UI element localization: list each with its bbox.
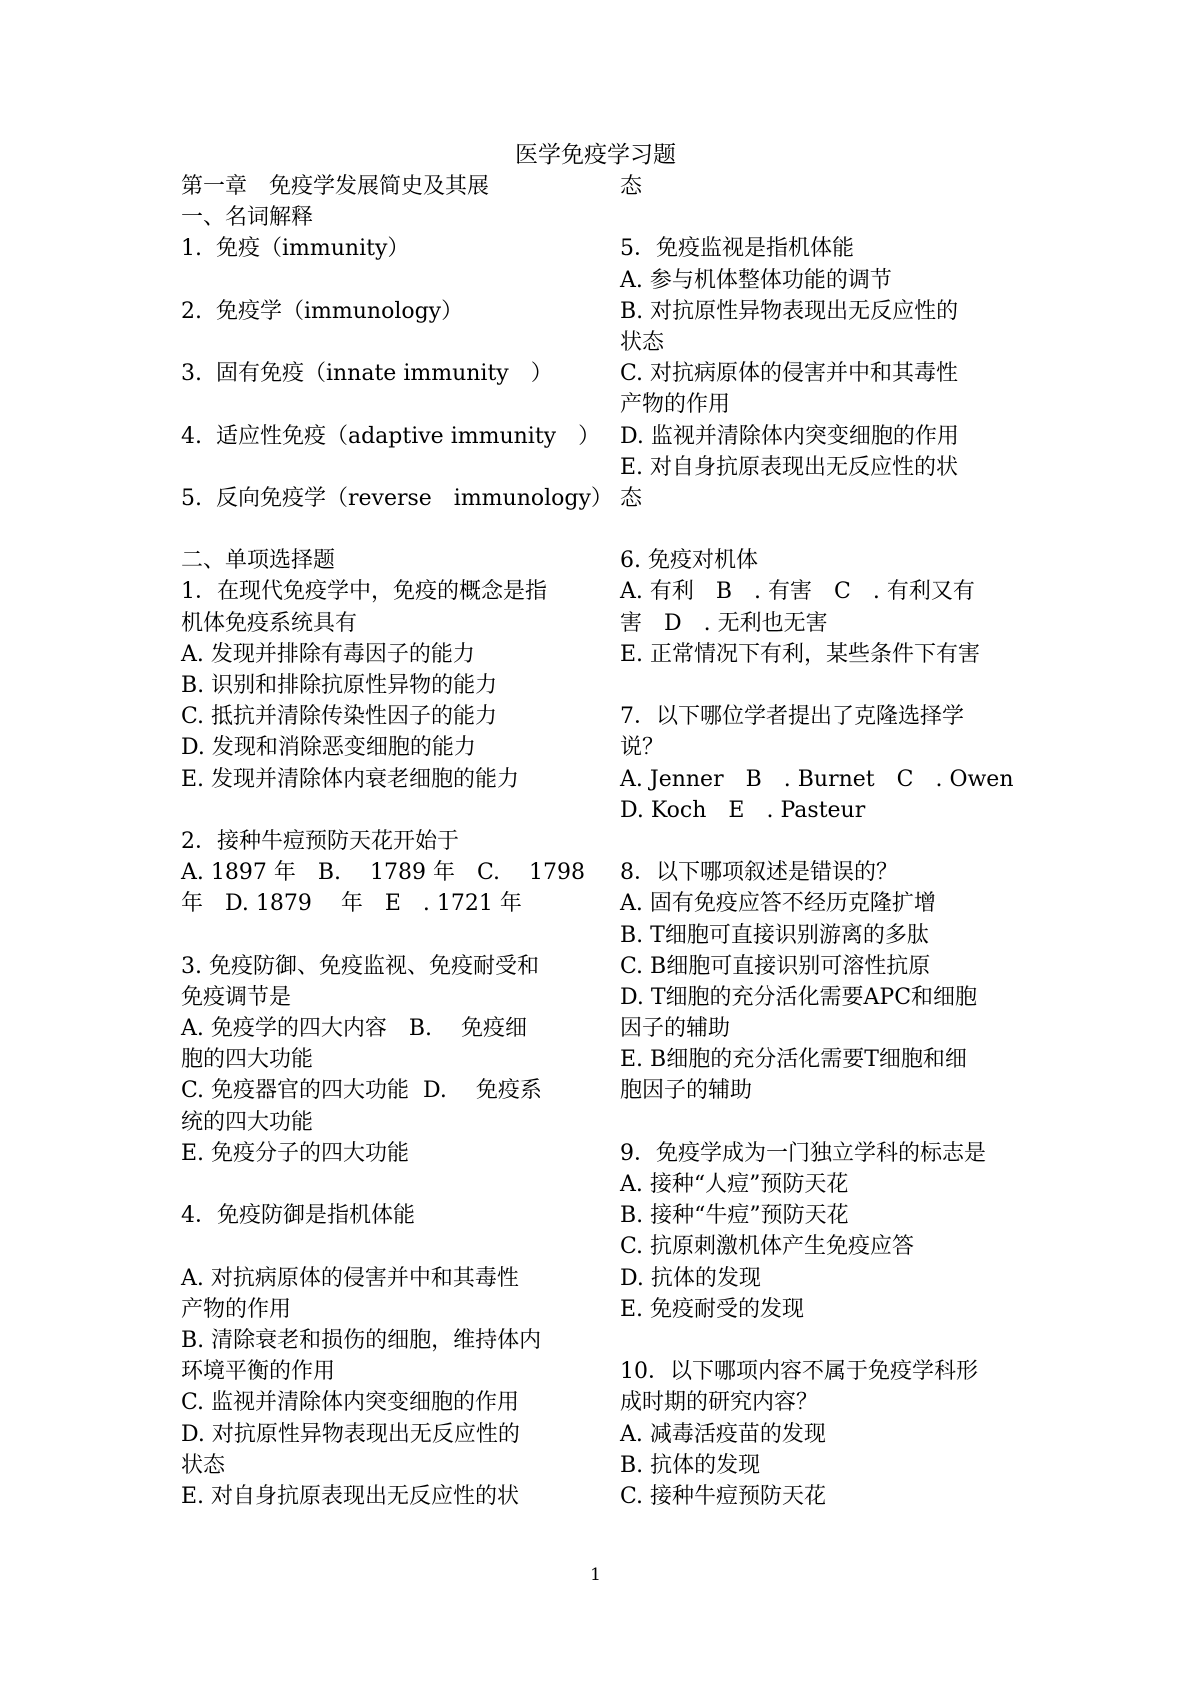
text-line: A. 1897 年 B. 1789 年 C. 1798	[181, 860, 586, 886]
text-line: 产物的作用	[181, 1296, 292, 1322]
right-column	[620, 171, 1025, 1512]
text-line: A. 接种“人痘”预防天花	[620, 1172, 849, 1197]
text-line: 1．在现代免疫学中，免疫的概念是指	[181, 579, 547, 605]
text-line	[620, 670, 1025, 701]
text-line	[620, 514, 1025, 545]
text-line	[181, 1231, 581, 1262]
text-line: 免疫调节是	[181, 984, 292, 1010]
text-line: C. 接种牛痘预防天花	[620, 1483, 827, 1509]
text-line	[181, 452, 581, 483]
text-line: 3. 固有免疫（innate immunity ）	[181, 361, 553, 387]
text-line: B. 接种“牛痘”预防天花	[620, 1203, 849, 1229]
text-line: 说？	[620, 735, 665, 761]
text-line: B. 对抗原性异物表现出无反应性的	[620, 298, 959, 324]
text-line: 10．以下哪项内容不属于免疫学科形	[620, 1359, 978, 1385]
text-line: 7．以下哪位学者提出了克隆选择学	[620, 704, 964, 730]
text-line: A. 参与机体整体功能的调节	[620, 267, 892, 293]
text-line: D. 抗体的发现	[620, 1265, 761, 1291]
text-line: 统的四大功能	[181, 1109, 314, 1135]
text-line: C. 抵抗并清除传染性因子的能力	[181, 704, 498, 730]
text-line: A. Jenner B . Burnet C . Owen	[620, 766, 1014, 792]
text-line: 2. 免疫学（immunology）	[181, 298, 464, 324]
text-line: E. 对自身抗原表现出无反应性的状	[620, 454, 959, 480]
text-line	[181, 389, 581, 420]
text-line: B. 清除衰老和损伤的细胞，维持体内	[181, 1327, 542, 1353]
text-line: A. 免疫学的四大内容 B. 免疫细	[181, 1016, 528, 1042]
text-line: A. 减毒活疫苗的发现	[620, 1421, 826, 1447]
text-line: D. Koch E . Pasteur	[620, 797, 866, 823]
text-line: 第一章 免疫学发展简史及其展	[181, 174, 490, 199]
text-line: B. 识别和排除抗原性异物的能力	[181, 673, 498, 698]
text-line: 成时期的研究内容？	[620, 1390, 819, 1416]
text-line: E. 发现并清除体内衰老细胞的能力	[181, 766, 520, 792]
text-line: E. 免疫耐受的发现	[620, 1296, 805, 1322]
text-line: B. T细胞可直接识别游离的多肽	[620, 922, 929, 948]
text-line: B. 抗体的发现	[620, 1452, 761, 1478]
text-line: D. 对抗原性异物表现出无反应性的	[181, 1421, 520, 1447]
text-line: A. 固有免疫应答不经历克隆扩增	[620, 891, 936, 917]
text-line: A. 对抗病原体的侵害并中和其毒性	[181, 1265, 519, 1291]
left-column	[181, 171, 613, 1512]
text-line	[620, 202, 1025, 233]
text-line	[181, 514, 581, 545]
text-line: 态	[620, 174, 643, 199]
text-line: 环境平衡的作用	[181, 1359, 336, 1385]
text-line: C. 对抗病原体的侵害并中和其毒性	[620, 361, 959, 387]
page-number: 1	[590, 1565, 601, 1585]
text-line	[620, 1107, 1025, 1138]
text-line: A. 有利 B . 有害 C . 有利又有	[620, 579, 975, 605]
text-line: 因子的辅助	[620, 1016, 731, 1042]
text-line: 状态	[181, 1452, 226, 1478]
text-line: C. B细胞可直接识别可溶性抗原	[620, 953, 931, 979]
text-line: D. 发现和消除恶变细胞的能力	[181, 735, 476, 761]
text-line: D. T细胞的充分活化需要APC和细胞	[620, 984, 978, 1010]
text-line	[181, 265, 581, 296]
text-line: 胞因子的辅助	[620, 1078, 753, 1104]
text-line: 机体免疫系统具有	[181, 610, 358, 636]
text-line	[181, 920, 581, 951]
text-line	[181, 1169, 581, 1200]
text-line: E. 正常情况下有利，某些条件下有害	[620, 641, 981, 667]
text-line: 害 D . 无利也无害	[620, 610, 828, 636]
text-line: 5．免疫监视是指机体能	[620, 236, 854, 262]
text-line: D. 监视并清除体内突变细胞的作用	[620, 423, 959, 449]
text-line: 产物的作用	[620, 392, 731, 418]
text-line: C. 免疫器官的四大功能 D. 免疫系	[181, 1078, 542, 1104]
text-line	[181, 795, 581, 826]
text-line: 状态	[620, 329, 665, 355]
text-line: 胞的四大功能	[181, 1047, 314, 1073]
text-line: 8．以下哪项叙述是错误的？	[620, 860, 898, 886]
text-line: C. 监视并清除体内突变细胞的作用	[181, 1390, 520, 1416]
text-line: 年 D. 1879 年 E . 1721 年	[181, 891, 522, 917]
text-line: E. 对自身抗原表现出无反应性的状	[181, 1483, 520, 1509]
text-line	[620, 1325, 1025, 1356]
text-line: C. 抗原刺激机体产生免疫应答	[620, 1234, 915, 1260]
text-line: E. 免疫分子的四大功能	[181, 1140, 410, 1166]
text-line: 1. 免疫（immunity）	[181, 236, 410, 262]
document-title: 医学免疫学习题	[515, 142, 676, 168]
text-line: 二、单项选择题	[181, 548, 336, 574]
text-line: 一、名词解释	[181, 205, 314, 231]
text-line: A. 发现并排除有毒因子的能力	[181, 641, 475, 667]
text-line: 态	[620, 485, 643, 511]
text-line: 4．免疫防御是指机体能	[181, 1203, 415, 1229]
text-line: 6. 免疫对机体	[620, 548, 758, 574]
text-line	[620, 826, 1025, 857]
text-line: E. B细胞的充分活化需要T细胞和细	[620, 1047, 967, 1073]
text-line: 5. 反向免疫学（reverse immunology）	[181, 485, 613, 511]
text-line: 3. 免疫防御、免疫监视、免疫耐受和	[181, 953, 539, 979]
text-line	[181, 327, 581, 358]
text-line: 9．免疫学成为一门独立学科的标志是	[620, 1140, 986, 1166]
text-line: 2．接种牛痘预防天花开始于	[181, 828, 459, 854]
text-line: 4. 适应性免疫（adaptive immunity ）	[181, 423, 601, 449]
